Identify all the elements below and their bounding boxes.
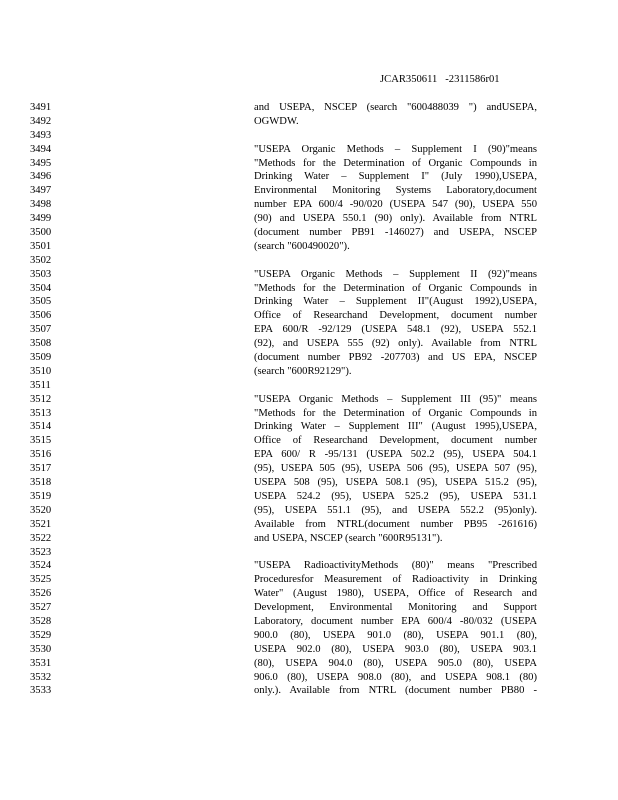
text-line: (95), USEPA 505 (95), USEPA 506 (95), USEPA 507 (95), <box>254 463 537 475</box>
text-line: (document number PB91 -146027) and USEPA, NSCEP <box>254 227 537 239</box>
line-number: 3527 <box>30 602 52 614</box>
text-line <box>254 129 537 143</box>
text-line: Environmental Monitoring Systems Laboratory,document <box>254 185 537 197</box>
text-line: (92), and USEPA 555 (92) only). Available from NTRL <box>254 338 537 350</box>
line-number: 3532 <box>30 671 52 683</box>
line-number: 3523 <box>30 546 52 558</box>
line-number: 3525 <box>30 574 52 586</box>
line-number: 3504 <box>30 282 52 294</box>
line-number: 3499 <box>30 213 52 225</box>
line-number: 3509 <box>30 352 52 364</box>
text-line: (95), USEPA 551.1 (95), and USEPA 552.2 (95)only). <box>254 504 537 516</box>
text-line <box>254 546 537 560</box>
text-line: "USEPA RadioactivityMethods (80)" means "Prescribed <box>254 560 537 572</box>
line-number: 3492 <box>30 115 52 127</box>
line-number: 3494 <box>30 143 52 155</box>
text-line: Office of Researchand Development, document number <box>254 435 537 447</box>
line-number: 3495 <box>30 157 52 169</box>
line-number: 3508 <box>30 338 52 350</box>
text-line: "Methods for the Determination of Organic Compounds in <box>254 407 537 419</box>
line-number: 3501 <box>30 240 52 252</box>
line-number: 3502 <box>30 254 52 266</box>
text-line: Drinking Water – Supplement III" (August 1995),USEPA, <box>254 421 537 433</box>
line-number-column <box>30 101 70 698</box>
text-line: Drinking Water – Supplement II"(August 1992),USEPA, <box>254 296 537 308</box>
text-line: "Methods for the Determination of Organic Compounds in <box>254 282 537 294</box>
line-number: 3493 <box>30 129 52 141</box>
line-number: 3513 <box>30 407 52 419</box>
text-line: Available from NTRL(document number PB95 -261616) <box>254 518 537 530</box>
text-line: Laboratory, document number EPA 600/4 -80/032 (USEPA <box>254 615 537 627</box>
line-number: 3531 <box>30 657 52 669</box>
line-number: 3526 <box>30 588 52 600</box>
text-line: (search "600490020"). <box>254 240 350 252</box>
text-line <box>254 379 537 393</box>
line-number: 3518 <box>30 477 52 489</box>
line-number: 3530 <box>30 643 52 655</box>
line-number: 3500 <box>30 227 52 239</box>
text-line: Proceduresfor Measurement of Radioactivity in Drinking <box>254 574 537 586</box>
text-line: and USEPA, NSCEP (search "600488039 ") andUSEPA, <box>254 102 537 113</box>
line-number: 3519 <box>30 490 52 502</box>
text-line: Water" (August 1980), USEPA, Office of Research and <box>254 588 537 600</box>
line-number: 3521 <box>30 518 52 530</box>
line-number: 3524 <box>30 560 52 572</box>
line-number: 3533 <box>30 685 52 697</box>
line-number: 3507 <box>30 324 52 336</box>
text-line: OGWDW. <box>254 115 299 127</box>
line-number: 3498 <box>30 199 52 211</box>
text-line: only.). Available from NTRL (document number PB80 - <box>254 685 537 697</box>
line-number: 3529 <box>30 629 52 641</box>
line-number: 3528 <box>30 615 52 627</box>
text-line: USEPA 524.2 (95), USEPA 525.2 (95), USEPA 531.1 <box>254 490 537 502</box>
line-number: 3505 <box>30 296 52 308</box>
text-line: (document number PB92 -207703) and US EPA, NSCEP <box>254 352 537 364</box>
line-number: 3512 <box>30 393 52 405</box>
text-line: EPA 600/ R -95/131 (USEPA 502.2 (95), USEPA 504.1 <box>254 449 537 461</box>
line-number: 3516 <box>30 449 52 461</box>
text-line: "Methods for the Determination of Organic Compounds in <box>254 157 537 169</box>
line-number: 3517 <box>30 463 52 475</box>
text-line: Office of Researchand Development, document number <box>254 310 537 322</box>
line-number: 3497 <box>30 185 52 197</box>
text-line: EPA 600/R -92/129 (USEPA 548.1 (92), USEPA 552.1 <box>254 324 537 336</box>
text-line: "USEPA Organic Methods – Supplement II (92)"means <box>254 268 537 280</box>
line-number: 3522 <box>30 532 52 544</box>
text-line <box>254 254 537 268</box>
line-number: 3496 <box>30 171 52 183</box>
text-line: number EPA 600/4 -90/020 (USEPA 547 (90), USEPA 550 <box>254 199 537 211</box>
line-number: 3510 <box>30 365 52 377</box>
document-id-header: JCAR350611 -2311586r01 <box>380 74 500 85</box>
line-number: 3503 <box>30 268 52 280</box>
text-line: Development, Environmental Monitoring and Support <box>254 602 537 614</box>
text-line: "USEPA Organic Methods – Supplement III (95)" means <box>254 393 537 405</box>
line-number: 3511 <box>30 379 51 391</box>
text-line: (80), USEPA 904.0 (80), USEPA 905.0 (80), USEPA <box>254 657 537 669</box>
line-number: 3514 <box>30 421 52 433</box>
line-number: 3515 <box>30 435 52 447</box>
text-line: Drinking Water – Supplement I" (July 1990),USEPA, <box>254 171 537 183</box>
text-line: USEPA 902.0 (80), USEPA 903.0 (80), USEPA 903.1 <box>254 643 537 655</box>
line-number: 3506 <box>30 310 52 322</box>
text-line: (90) and USEPA 550.1 (90) only). Available from NTRL <box>254 213 537 225</box>
text-line: (search "600R92129"). <box>254 365 352 377</box>
line-number: 3520 <box>30 504 52 516</box>
text-line: 906.0 (80), USEPA 908.0 (80), and USEPA 908.1 (80) <box>254 671 537 683</box>
text-line: and USEPA, NSCEP (search "600R95131"). <box>254 532 443 544</box>
text-line: 900.0 (80), USEPA 901.0 (80), USEPA 901.1 (80), <box>254 629 537 641</box>
text-line: USEPA 508 (95), USEPA 508.1 (95), USEPA 515.2 (95), <box>254 477 537 489</box>
text-line: "USEPA Organic Methods – Supplement I (90)"means <box>254 143 537 155</box>
line-number: 3491 <box>30 102 52 113</box>
document-body <box>254 101 537 698</box>
